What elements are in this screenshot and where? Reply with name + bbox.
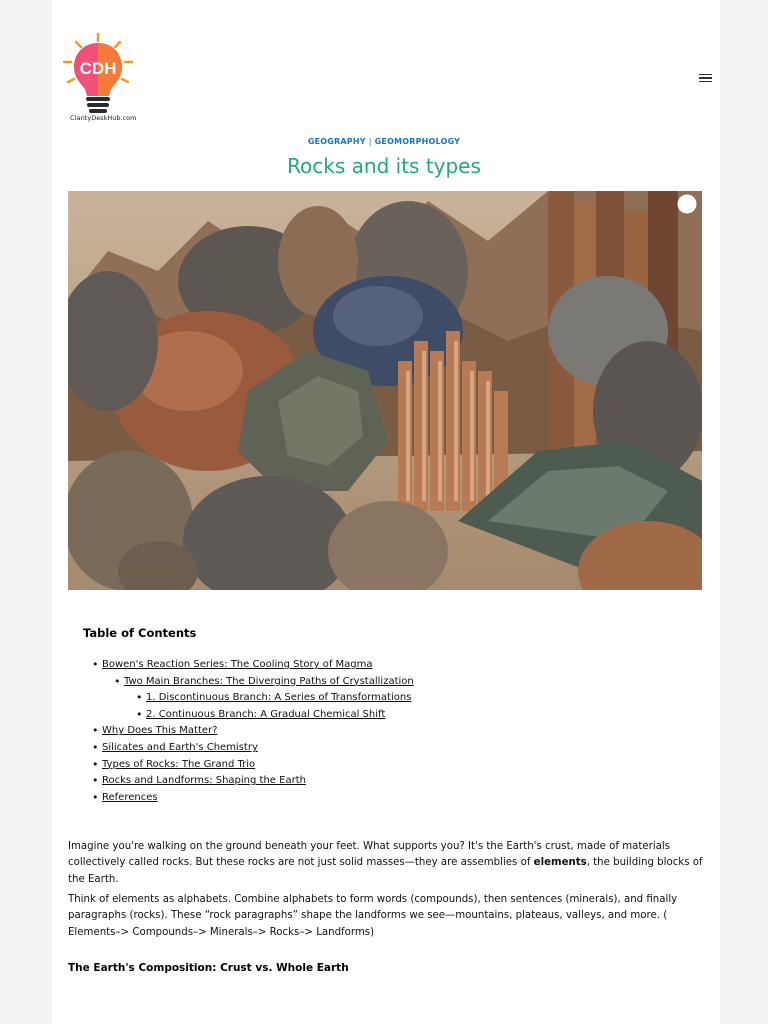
toc-link[interactable]: Types of Rocks: The Grand Trio: [102, 758, 256, 770]
image-overlay-dot-icon[interactable]: [677, 194, 697, 214]
category-separator: |: [368, 137, 372, 146]
logo-caption: ClarityDeskHub.com: [70, 114, 137, 122]
toc-item: [102, 773, 414, 790]
category-link-geomorphology[interactable]: GEOMORPHOLOGY: [374, 137, 461, 146]
analogy-paragraph: Think of elements as alphabets. Combine alphabets to form words (compounds), then sentences (minerals), and finally paragraphs (rocks). These “rock paragraphs” shape the landforms we see—mountains, plateaus, valleys, and more. ( Elements–> Compounds–> Minerals–> Rocks–> Landforms): [68, 894, 678, 938]
toc-item: [102, 674, 414, 691]
intro-paragraph: [68, 839, 703, 888]
post-categories: [0, 137, 768, 146]
intro-text: Imagine you're walking on the ground beneath your feet. What supports you? It's the Earth's crust, made of materials collectively called rocks. But these rocks are not just solid masses—they are assemblies of: [68, 841, 671, 869]
hamburger-menu-icon[interactable]: [699, 72, 712, 84]
toc-item: [102, 740, 414, 757]
toc-item: [102, 790, 414, 807]
section-subheading: The Earth's Composition: Crust vs. Whole Earth: [68, 962, 349, 974]
page-title: Rocks and its types: [287, 154, 481, 178]
hero-image: [68, 191, 702, 590]
toc-link[interactable]: 1. Discontinuous Branch: A Series of Transformations: [146, 692, 412, 704]
intro-bold-term: elements: [533, 857, 587, 869]
category-link-geography[interactable]: GEOGRAPHY: [307, 137, 366, 146]
toc-item: [102, 707, 414, 724]
toc-link[interactable]: Rocks and Landforms: Shaping the Earth: [102, 775, 306, 787]
toc-link[interactable]: 2. Continuous Branch: A Gradual Chemical Shift: [146, 708, 386, 720]
logo-letters: CDH: [79, 59, 117, 78]
toc-link[interactable]: Bowen's Reaction Series: The Cooling Story of Magma: [102, 659, 373, 670]
toc-link[interactable]: References: [102, 791, 158, 803]
intro-text-end: , the building blocks of the Earth.: [68, 857, 703, 885]
toc-item: [102, 657, 414, 674]
table-of-contents: [102, 657, 414, 806]
toc-link[interactable]: Two Main Branches: The Diverging Paths of Crystallization: [124, 675, 414, 687]
toc-link[interactable]: Why Does This Matter?: [102, 725, 218, 737]
toc-item: [102, 757, 414, 774]
toc-item: [102, 690, 414, 707]
lightbulb-logo-icon: [56, 30, 144, 126]
toc-item: [102, 723, 414, 740]
site-logo[interactable]: [56, 30, 144, 126]
toc-title: Table of Contents: [83, 626, 197, 640]
toc-link[interactable]: Silicates and Earth's Chemistry: [102, 741, 258, 753]
